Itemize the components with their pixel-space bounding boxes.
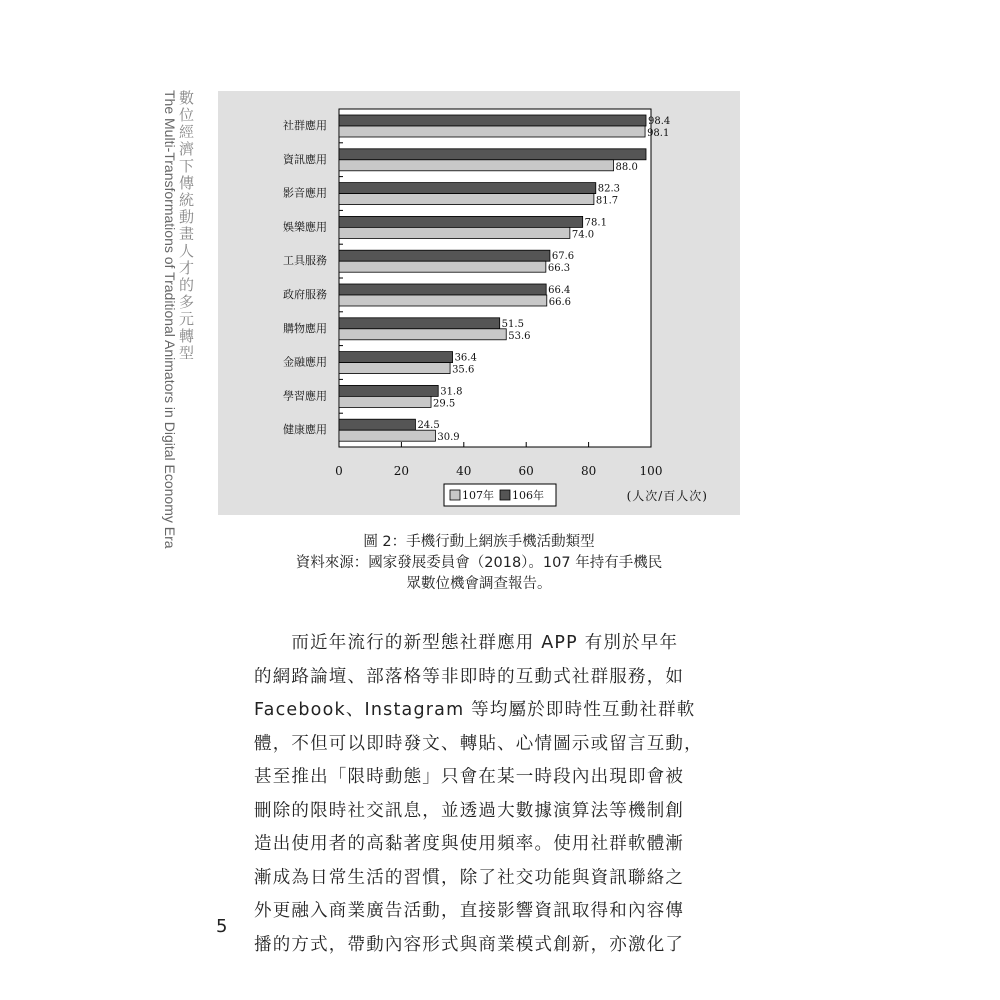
data-label-106: 24.5 [417,420,440,432]
caption-source-continued: 眾數位機會調查報告。 [406,576,552,592]
bar-107 [339,227,570,238]
body-line: 漸成為日常生活的習慣，除了社交功能與資訊聯絡之 [254,867,685,888]
x-tick-label: 0 [335,464,343,478]
x-tick-label: 60 [518,464,534,478]
data-label-107: 98.1 [647,128,670,139]
bar-107 [339,194,594,205]
data-label-107: 66.6 [548,297,572,308]
body-line: 外更融入商業廣告活動，直接影響資訊取得和內容傳 [254,901,685,921]
category-label: 資訊應用 [283,152,327,166]
x-tick-label: 20 [393,464,410,478]
bar-106 [339,250,550,261]
caption-title: 圖 2：手機行動上網族手機活動類型 [363,534,595,550]
category-label: 社群應用 [283,119,327,132]
data-label-107: 66.3 [547,263,571,275]
category-label: 娛樂應用 [283,220,327,234]
x-tick-label: 100 [639,464,663,478]
category-label: 購物應用 [283,321,327,335]
data-label-106: 98.4 [648,116,671,127]
body-line: 體，不但可以即時發文、轉貼、心情圖示或留言互動， [254,733,703,754]
data-label-107: 81.7 [595,195,619,207]
running-title-english: The Multi-Transformations of Traditional Animators in Digital Economy Era [162,90,178,549]
bar-107 [339,363,450,374]
bar-106 [339,115,646,126]
body-line: 刪除的限時社交訊息，並透過大數據演算法等機制創 [254,800,685,821]
bar-106 [339,318,500,329]
bar-106 [339,419,415,430]
legend-label-106: 106年 [512,489,544,502]
data-label-107: 88.0 [615,161,638,173]
bar-107 [339,261,546,272]
data-label-107: 53.6 [508,330,531,342]
data-label-106: 51.5 [501,318,524,330]
data-label-107: 30.9 [437,432,460,444]
legend-swatch-107 [450,490,460,500]
bar-106 [339,183,596,194]
bar-106 [339,284,546,295]
legend-label-107: 107年 [462,489,494,502]
legend-swatch-106 [500,490,510,500]
data-label-106: 67.6 [551,251,575,263]
data-label-106: 78.1 [584,217,607,229]
bar-106 [339,385,438,396]
bar-106 [339,352,453,363]
bar-107 [339,126,645,137]
data-label-107: 35.6 [452,364,475,376]
data-label-107: 74.0 [571,229,595,241]
x-tick-label: 80 [580,464,597,478]
bar-107 [339,295,547,306]
caption-source: 資料來源：國家發展委員會（2018）。107 年持有手機民 [295,555,663,571]
unit-label: (人次/百人次) [626,489,708,503]
data-label-106: 66.4 [548,285,571,296]
data-label-106: 36.4 [454,352,477,364]
figure-panel [218,91,740,515]
category-label: 工具服務 [283,254,327,268]
body-line: 的網路論壇、部落格等非即時的互動式社群服務，如 [254,666,685,687]
data-label-106: 31.8 [440,386,463,398]
body-line: 播的方式，帶動內容形式與商業模式創新，亦激化了 [254,934,685,955]
bar-107 [339,160,614,171]
bar-106 [339,149,646,160]
figure-caption [218,532,740,595]
category-label: 政府服務 [283,288,327,301]
data-label-107: 29.5 [433,398,456,410]
x-tick-label: 40 [456,464,472,478]
running-title [162,90,202,560]
body-paragraph [254,627,706,962]
bar-106 [339,216,583,227]
bar-107 [339,396,431,407]
bar-107 [339,329,506,340]
page-number: 5 [216,916,228,937]
body-line: 而近年流行的新型態社群應用 APP 有別於早年 [254,633,679,653]
category-label: 健康應用 [283,423,327,437]
body-line: 造出使用者的高黏著度與使用頻率。使用社群軟體漸 [254,834,685,854]
category-label: 金融應用 [283,355,327,369]
bar-chart [218,91,740,515]
body-line: 甚至推出「限時動態」只會在某一時段內出現即會被 [254,767,685,787]
running-title-chinese: 數位經濟下傳統動畫人才的多元轉型 [177,90,195,362]
category-label: 學習應用 [283,389,327,403]
category-label: 影音應用 [283,186,327,200]
body-line: Facebook、Instagram 等均屬於即時性互動社群軟 [254,700,696,720]
bar-107 [339,430,435,441]
data-label-106: 82.3 [597,183,621,195]
